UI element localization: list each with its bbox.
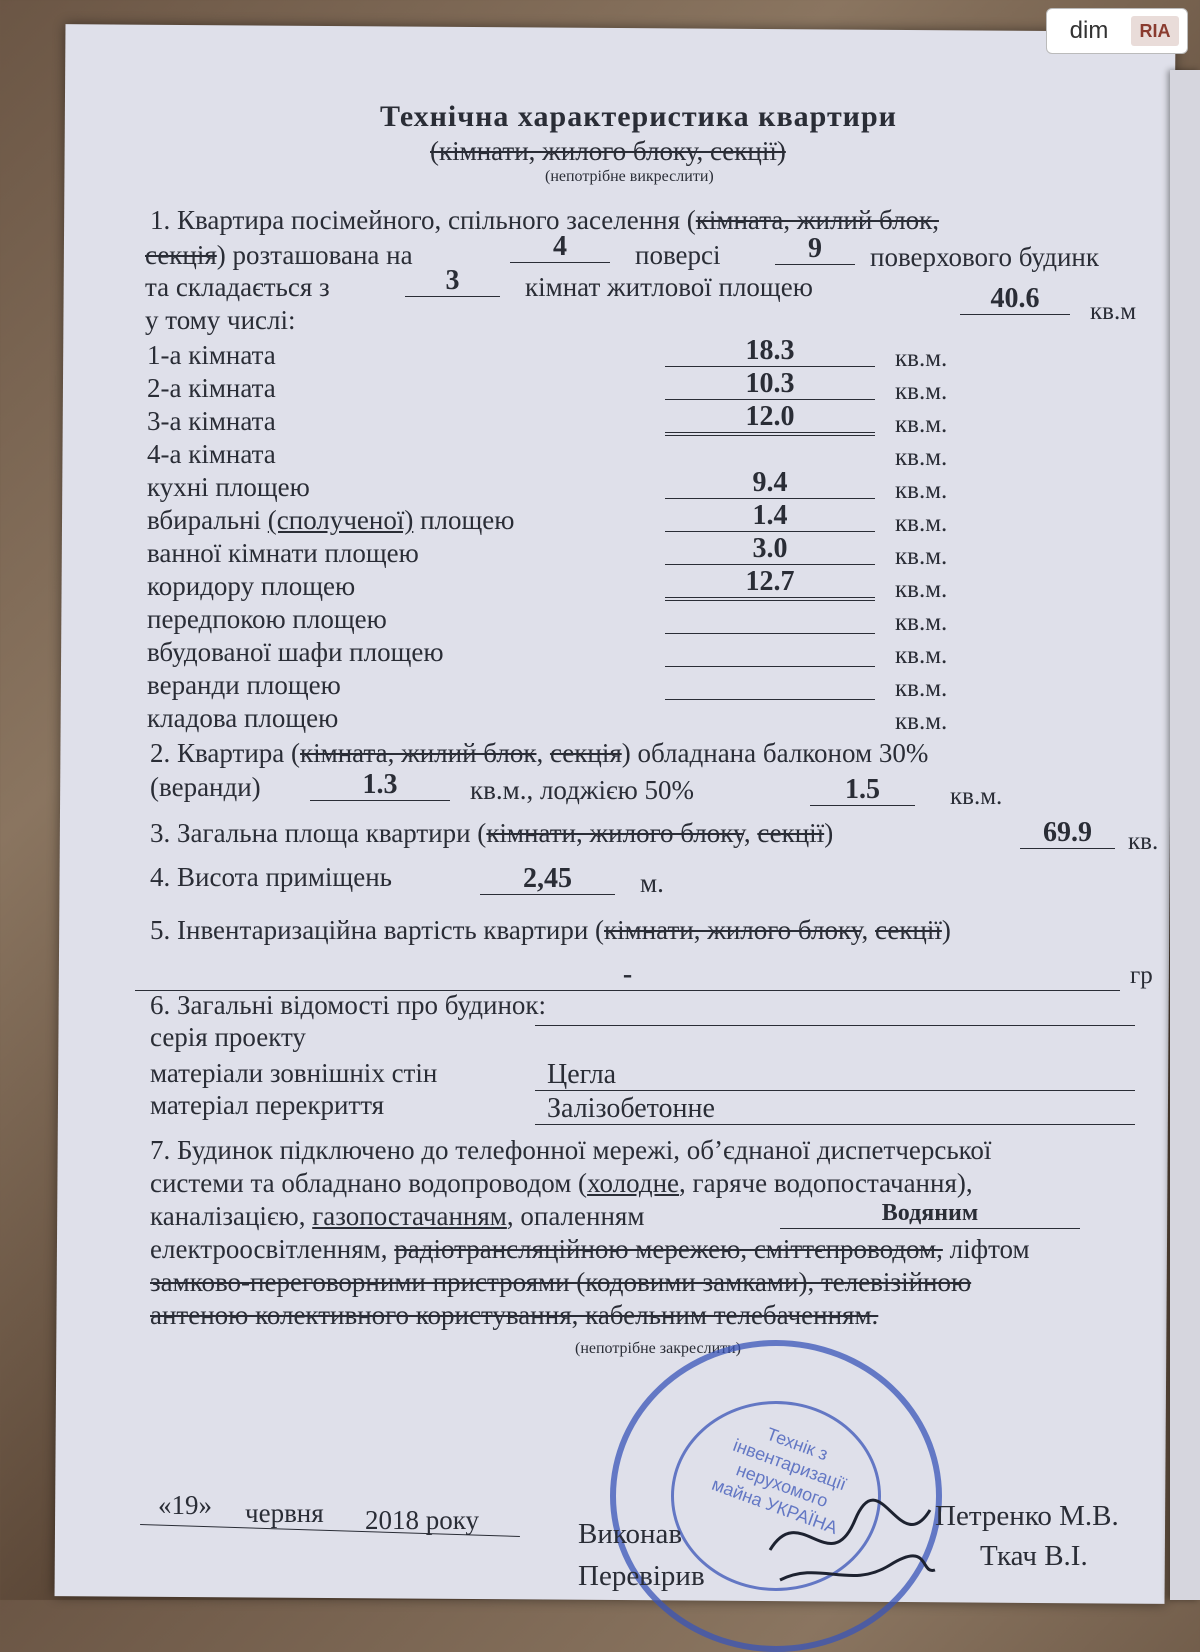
area-row-value: 1.4: [665, 501, 875, 532]
s7-text2: системи та обладнано водопроводом (: [150, 1168, 588, 1198]
heating-field: Водяним: [780, 1198, 1080, 1229]
s7-strike4: радіотрансляційною мережею, сміттєпроводом,: [394, 1234, 943, 1264]
s2-strike1: кімната, жилий блок: [300, 738, 537, 768]
watermark-right: RIA: [1131, 16, 1179, 46]
area-row-label: кухні площею: [147, 472, 310, 502]
footer-checked-name: Ткач В.І.: [980, 1540, 1088, 1572]
area-row-label: веранди площею: [147, 670, 341, 700]
s7-line5: замково-переговорними пристроями (кодовими замками), телевізійною: [150, 1267, 972, 1297]
s1-floor-label: поверсі: [635, 240, 721, 270]
s1-strike2: секція: [145, 240, 217, 270]
area-row-text: вбиральні: [147, 505, 268, 535]
s1-text2: ) розташована на: [216, 240, 413, 270]
area-row-value: [665, 600, 875, 601]
area-row-value: 12.0: [665, 402, 875, 433]
rooms-field: 3: [405, 266, 500, 297]
s7-text2b: , гаряче водопостачання),: [679, 1168, 973, 1198]
area-row-value: [665, 666, 875, 667]
area-row-label: передпокою площею: [147, 604, 387, 634]
area-row-value: [665, 633, 875, 634]
s2-unit: кв.м.: [950, 783, 1003, 810]
living-area-field: 40.6: [960, 284, 1070, 315]
s2-sep: ,: [536, 738, 550, 768]
s7-line1: 7. Будинок підключено до телефонної мережі, об’єднаної диспетчерської: [150, 1135, 992, 1165]
total-area-unit: кв.: [1128, 828, 1159, 855]
area-row-label: ванної кімнати площею: [147, 538, 419, 568]
footer-done-name: Петренко М.В.: [935, 1500, 1119, 1532]
area-row-unit: кв.м.: [895, 444, 948, 471]
signature-image: [760, 1480, 940, 1590]
area-row-unit: кв.м.: [895, 642, 948, 669]
watermark-logo: [1046, 8, 1188, 54]
area-row-unit: кв.м.: [895, 543, 948, 570]
s3-close: ): [824, 818, 834, 848]
footer-checked-label: Перевірив: [578, 1560, 705, 1592]
s6-floor-label: матеріал перекриття: [150, 1090, 385, 1120]
area-row-label: [147, 505, 514, 536]
s2-loggia-label: кв.м., лоджією 50%: [470, 775, 695, 805]
area-row-text: площею: [413, 505, 515, 535]
footer-done-label: Виконав: [578, 1518, 683, 1550]
s5-line: [150, 915, 951, 946]
s5-strike2: секції: [875, 915, 942, 945]
height-field: 2,45: [480, 864, 615, 895]
area-row-unit: кв.м.: [895, 411, 948, 438]
area-row-unit: кв.м.: [895, 510, 948, 537]
area-row-unit: кв.м.: [895, 708, 948, 735]
s7-lift: ліфтом: [942, 1234, 1030, 1264]
doc-title: Технічна характеристика квартири: [380, 100, 897, 133]
s7-gas: газопостачанням: [312, 1201, 507, 1231]
s5-text: 5. Інвентаризаційна вартість квартири (: [150, 915, 605, 945]
area-row-unit: кв.м.: [895, 609, 948, 636]
s7-line4: [150, 1234, 1030, 1265]
living-area-unit: кв.м: [1090, 298, 1137, 325]
s7-line6: антеною колективного користування, кабельним телебаченням.: [150, 1300, 879, 1330]
s5-sep: ,: [861, 915, 876, 945]
s1-strike: кімната, жилий блок,: [695, 205, 939, 235]
area-row-value: 9.4: [665, 468, 875, 499]
floors-total-field: 9: [775, 234, 855, 265]
s6-walls-field: Цегла: [535, 1060, 1135, 1091]
footer-year: 2018 року: [365, 1505, 479, 1535]
area-row-label: 1-а кімната: [147, 340, 276, 370]
balcony-field: 1.3: [310, 770, 450, 801]
s6-floor-field: Залізобетонне: [535, 1094, 1135, 1125]
s1-line3: та складається з: [145, 272, 330, 302]
s6-walls-label: матеріали зовнішніх стін: [150, 1058, 438, 1088]
area-row-value: [665, 435, 875, 436]
s7-note: (непотрібне закреслити): [575, 1340, 742, 1357]
inventory-unit: гр: [1130, 962, 1153, 989]
area-row-label: 3-а кімната: [147, 406, 276, 436]
stamp-text: Технік з інвентаризації нерухомого майна УКРАЇНА: [709, 1423, 850, 1539]
s2-strike2: секція: [549, 738, 622, 768]
doc-subtitle-note: (непотрібне викреслити): [545, 168, 714, 185]
s1-floors-label: поверхового будинк: [870, 242, 1099, 272]
s7-text4: електроосвітленням,: [150, 1234, 395, 1264]
area-row-label: 2-а кімната: [147, 373, 276, 403]
s3-strike2: секції: [757, 818, 825, 848]
doc-subtitle: (кімнати, жилого блоку, секції): [430, 136, 786, 166]
s6-title: 6. Загальні відомості про будинок:: [150, 990, 547, 1020]
s3-sep: ,: [743, 818, 758, 848]
area-row-label: коридору площею: [147, 571, 356, 601]
s1-line4: у тому числі:: [145, 305, 296, 335]
area-row-value: 12.7: [665, 567, 875, 598]
s5-close: ): [941, 915, 951, 945]
s6-series-field: [535, 1025, 1135, 1026]
s2-text: 2. Квартира (: [150, 738, 301, 768]
s1-line2: [145, 240, 413, 271]
s7-text3b: , опаленням: [506, 1201, 645, 1231]
s7-line2: [150, 1168, 973, 1199]
height-unit: м.: [640, 868, 664, 898]
floor-field: 4: [510, 232, 610, 263]
loggia-field: 1.5: [810, 775, 915, 806]
area-row-value: 10.3: [665, 369, 875, 400]
s5-strike1: кімнати, жилого блоку: [604, 915, 862, 945]
s4-label: 4. Висота приміщень: [150, 862, 392, 892]
s3-strike1: кімнати, жилого блоку: [486, 818, 744, 848]
next-page-edge: [1170, 70, 1200, 1600]
total-area-field: 69.9: [1020, 818, 1115, 849]
area-row-unit: кв.м.: [895, 576, 948, 603]
footer-day: «19»: [158, 1490, 212, 1520]
s3-text: 3. Загальна площа квартири (: [150, 818, 487, 848]
s1-living-label: кімнат житлової площею: [525, 272, 813, 302]
s7-cold-water: холодне: [587, 1168, 680, 1198]
area-row-label: 4-а кімната: [147, 439, 276, 469]
s7-text3: каналізацією,: [150, 1201, 313, 1231]
area-row-unit: кв.м.: [895, 345, 948, 372]
s1-text: 1. Квартира посімейного, спільного заселення (: [150, 205, 696, 235]
s3-line: [150, 818, 833, 849]
area-row-unit: кв.м.: [895, 378, 948, 405]
s6-series-label: серія проекту: [150, 1022, 306, 1052]
area-row-unit: кв.м.: [895, 477, 948, 504]
area-row-value: 3.0: [665, 534, 875, 565]
s2-text2: ) обладнана балконом 30%: [621, 738, 929, 768]
area-row-label: кладова площею: [147, 703, 339, 733]
s2-veranda-label: (веранди): [150, 772, 261, 802]
watermark-left: dim: [1069, 17, 1109, 44]
area-row-unit: кв.м.: [895, 675, 948, 702]
area-row-label: вбудованої шафи площею: [147, 637, 444, 667]
inventory-value-field: -: [135, 960, 1120, 991]
s2-line1: [150, 738, 928, 769]
area-row-value: 18.3: [665, 336, 875, 367]
s7-line3: [150, 1201, 644, 1232]
area-row-value: [665, 699, 875, 700]
footer-month: червня: [245, 1498, 324, 1528]
area-row-underlined: (сполученої): [267, 505, 414, 535]
